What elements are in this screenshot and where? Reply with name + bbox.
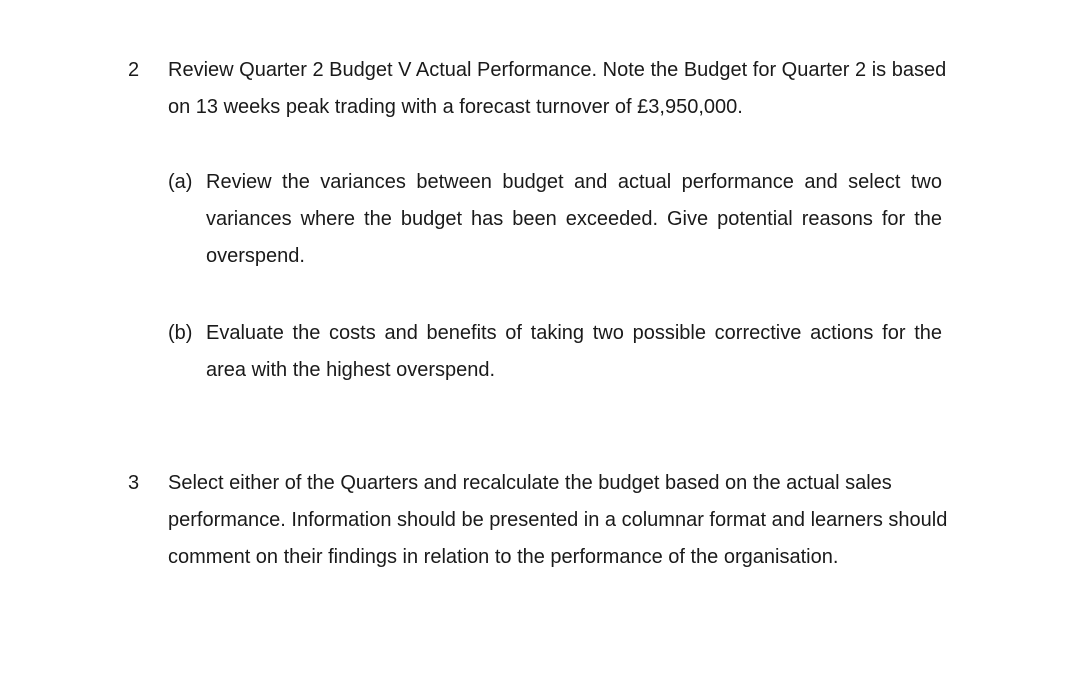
part-text: Evaluate the costs and benefits of taking two possible corrective actions for the area with the highest overspend. <box>206 322 942 381</box>
part-text: Review the variances between budget and actual performance and select two variances where the budget has been exceeded. Give potential reasons for the overspend. <box>206 171 942 267</box>
part-label: (a) <box>168 171 193 193</box>
part-label: (b) <box>168 322 193 344</box>
question-text: Select either of the Quarters and recalculate the budget based on the actual sales performance. Information should be presented in a columnar format and learners should comment on their findings in relation to the performance of the organisation. <box>168 472 948 568</box>
question-number: 3 <box>128 472 140 494</box>
question-text: Review Quarter 2 Budget V Actual Performance. Note the Budget for Quarter 2 is based on 13 weeks peak trading with a forecast turnover of £3,950,000. <box>168 59 947 118</box>
question-number: 2 <box>128 59 140 81</box>
